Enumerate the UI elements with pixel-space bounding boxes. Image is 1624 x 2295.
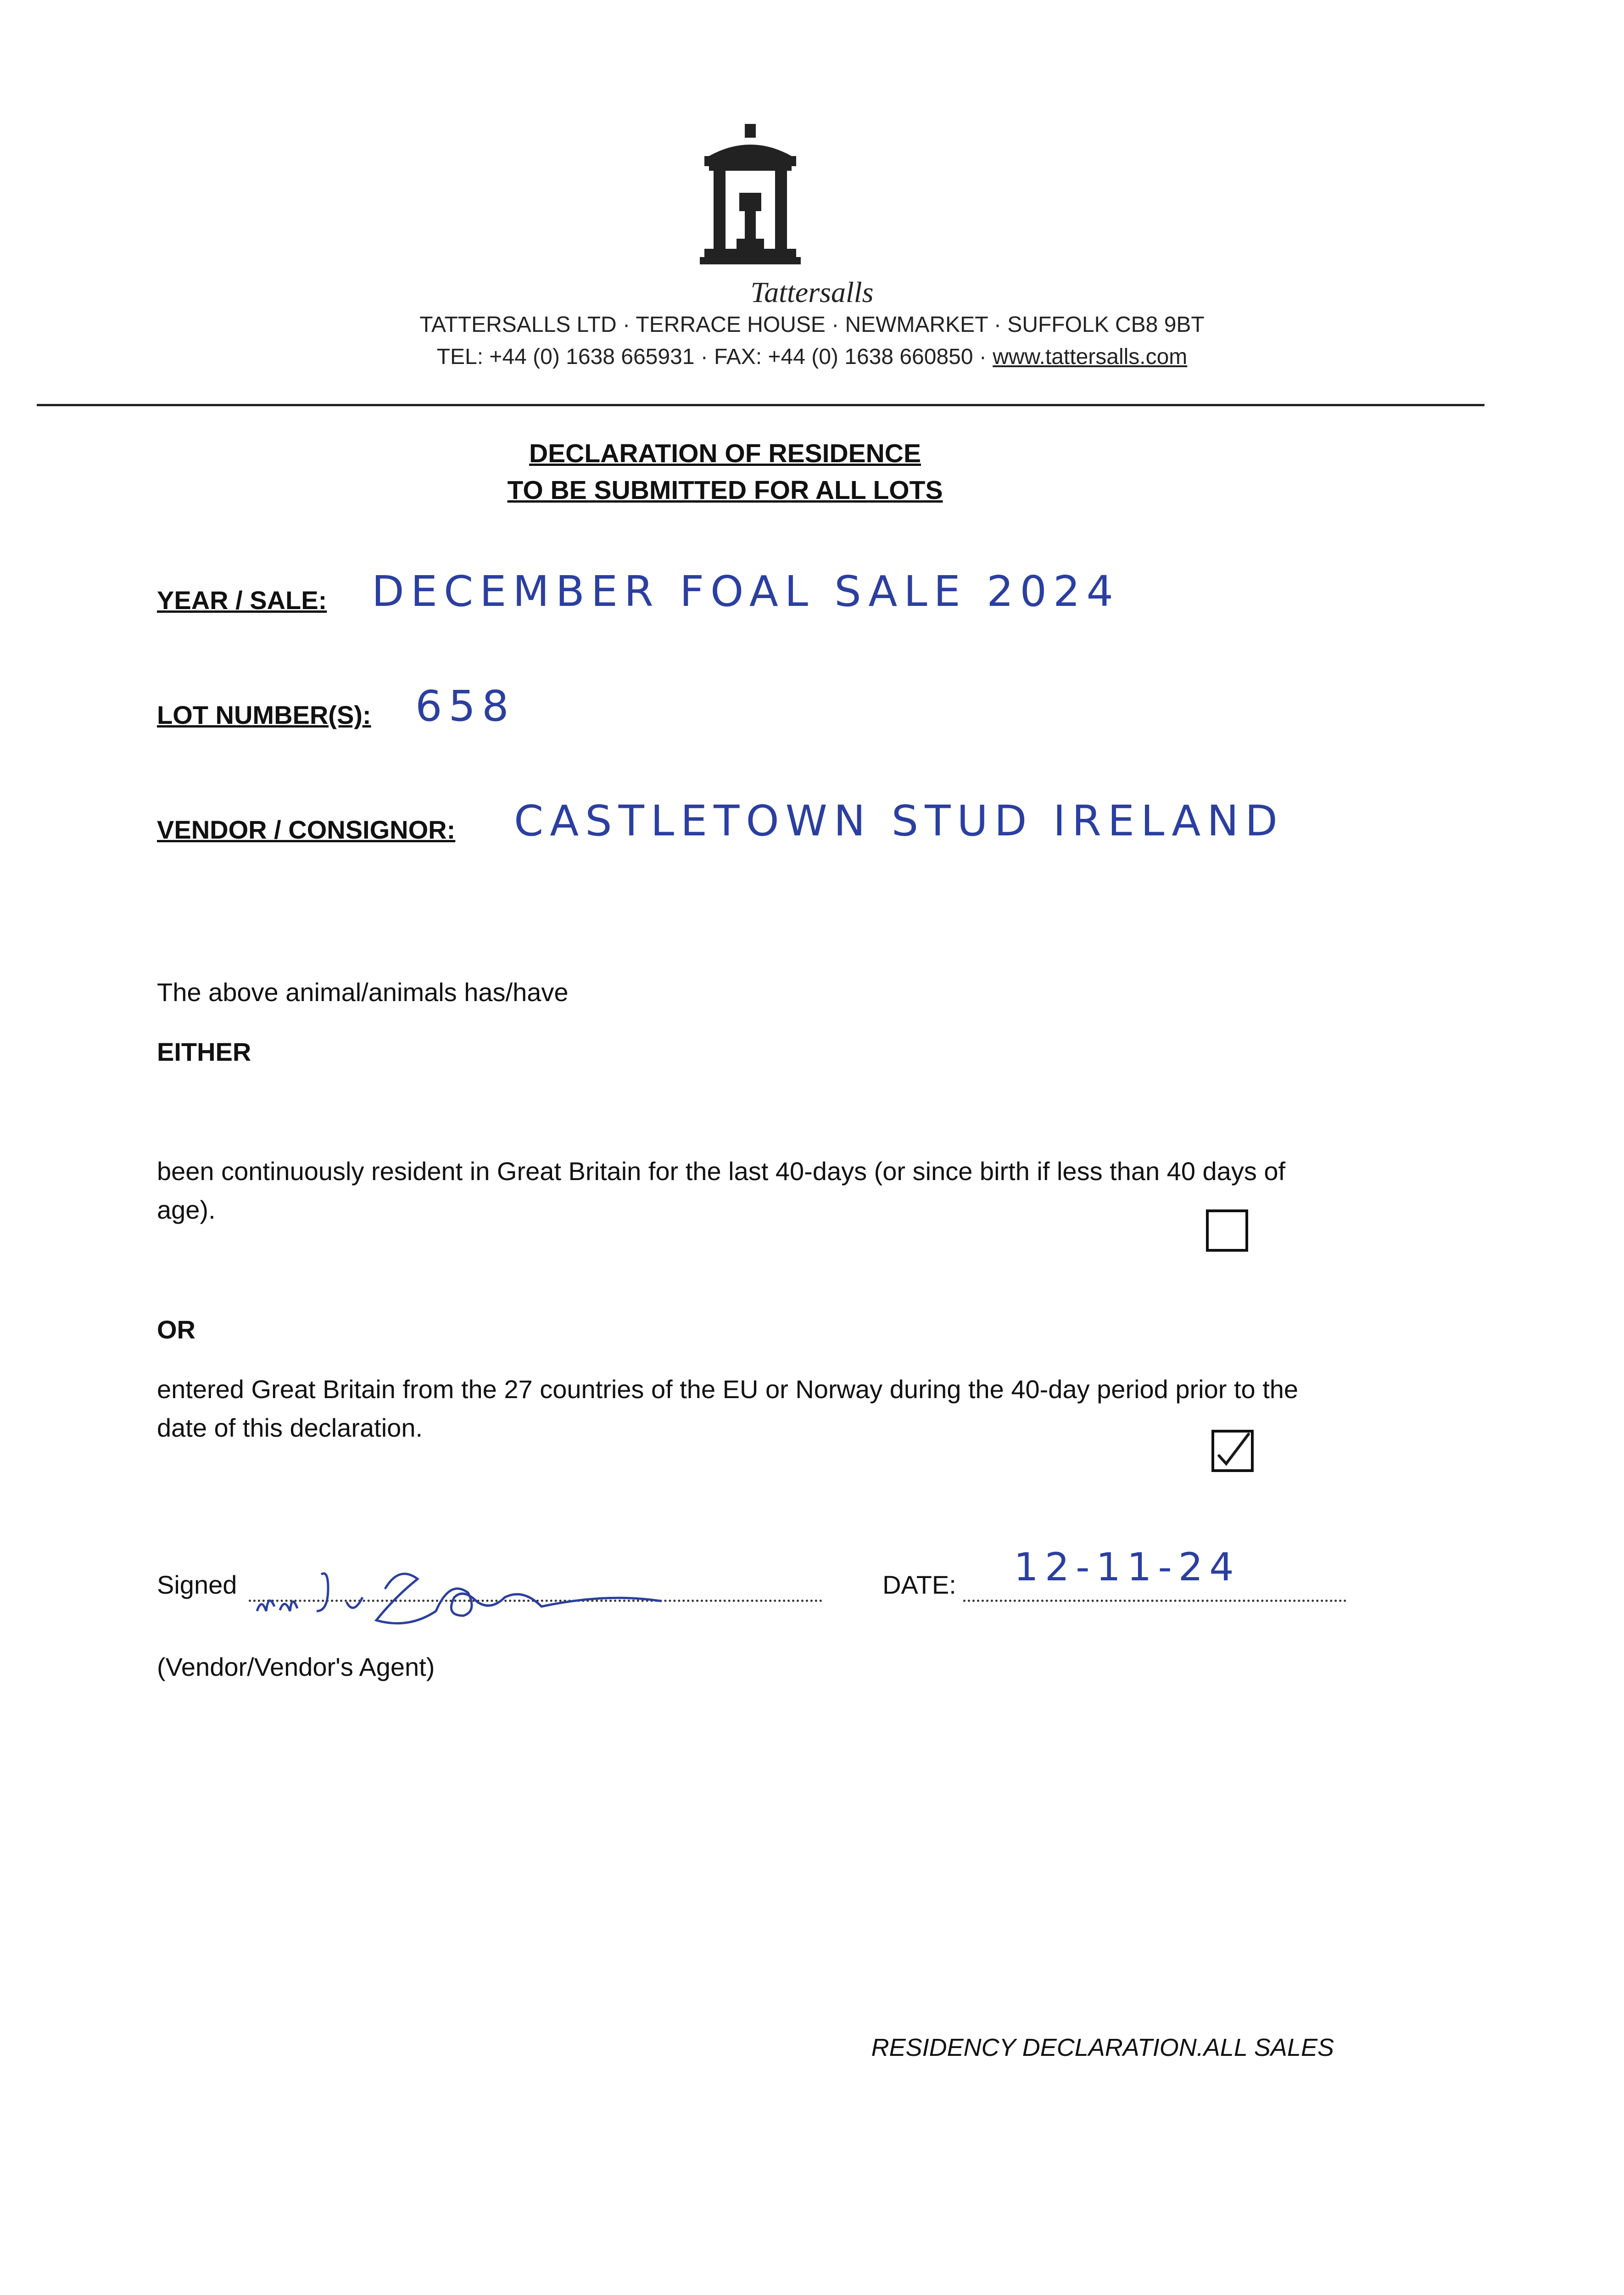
check-mark-icon xyxy=(1214,1433,1251,1469)
signed-label: Signed xyxy=(157,1570,237,1599)
tattersalls-logo xyxy=(695,124,805,275)
header-divider xyxy=(37,404,1484,406)
lot-number-value[interactable]: 658 xyxy=(415,682,515,731)
date-line[interactable] xyxy=(963,1545,1346,1602)
intro-text: The above animal/animals has/have xyxy=(157,978,569,1007)
vendor-label: VENDOR / CONSIGNOR: xyxy=(157,815,456,844)
option2-text: entered Great Britain from the 27 countries of the EU or Norway during the 40-day period prior to the date of this declaration. xyxy=(157,1375,1299,1442)
contact-line xyxy=(0,344,1624,369)
option2-checkbox[interactable] xyxy=(1211,1430,1254,1472)
form-title: DECLARATION OF RESIDENCE xyxy=(529,439,921,468)
vendor-value[interactable]: CASTLETOWN STUD IRELAND xyxy=(514,796,1284,845)
option1-checkbox[interactable] xyxy=(1206,1209,1248,1252)
signer-role: (Vendor/Vendor's Agent) xyxy=(157,1652,435,1681)
lot-number-label: LOT NUMBER(S): xyxy=(157,700,371,729)
website-link[interactable]: www.tattersalls.com xyxy=(993,345,1188,369)
footer-label: RESIDENCY DECLARATION.ALL SALES xyxy=(871,2034,1334,2061)
address-line: TATTERSALLS LTD · TERRACE HOUSE · NEWMARKET · SUFFOLK CB8 9BT xyxy=(419,313,1205,337)
phone-fax: TEL: +44 (0) 1638 665931 · FAX: +44 (0) 1638 660850 · xyxy=(436,345,993,369)
option1-text: been continuously resident in Great Britain for the last 40-days (or since birth if less than 40 days of age). xyxy=(157,1157,1286,1224)
date-value: 12-11-24 xyxy=(1014,1545,1240,1590)
brand-name: Tattersalls xyxy=(750,276,874,308)
handwritten-signature xyxy=(248,1542,698,1634)
or-label: OR xyxy=(157,1315,195,1344)
date-label: DATE: xyxy=(882,1570,956,1599)
either-label: EITHER xyxy=(157,1037,251,1066)
year-sale-value[interactable]: DECEMBER FOAL SALE 2024 xyxy=(372,567,1120,616)
form-subtitle: TO BE SUBMITTED FOR ALL LOTS xyxy=(507,476,943,505)
year-sale-label: YEAR / SALE: xyxy=(157,586,327,615)
